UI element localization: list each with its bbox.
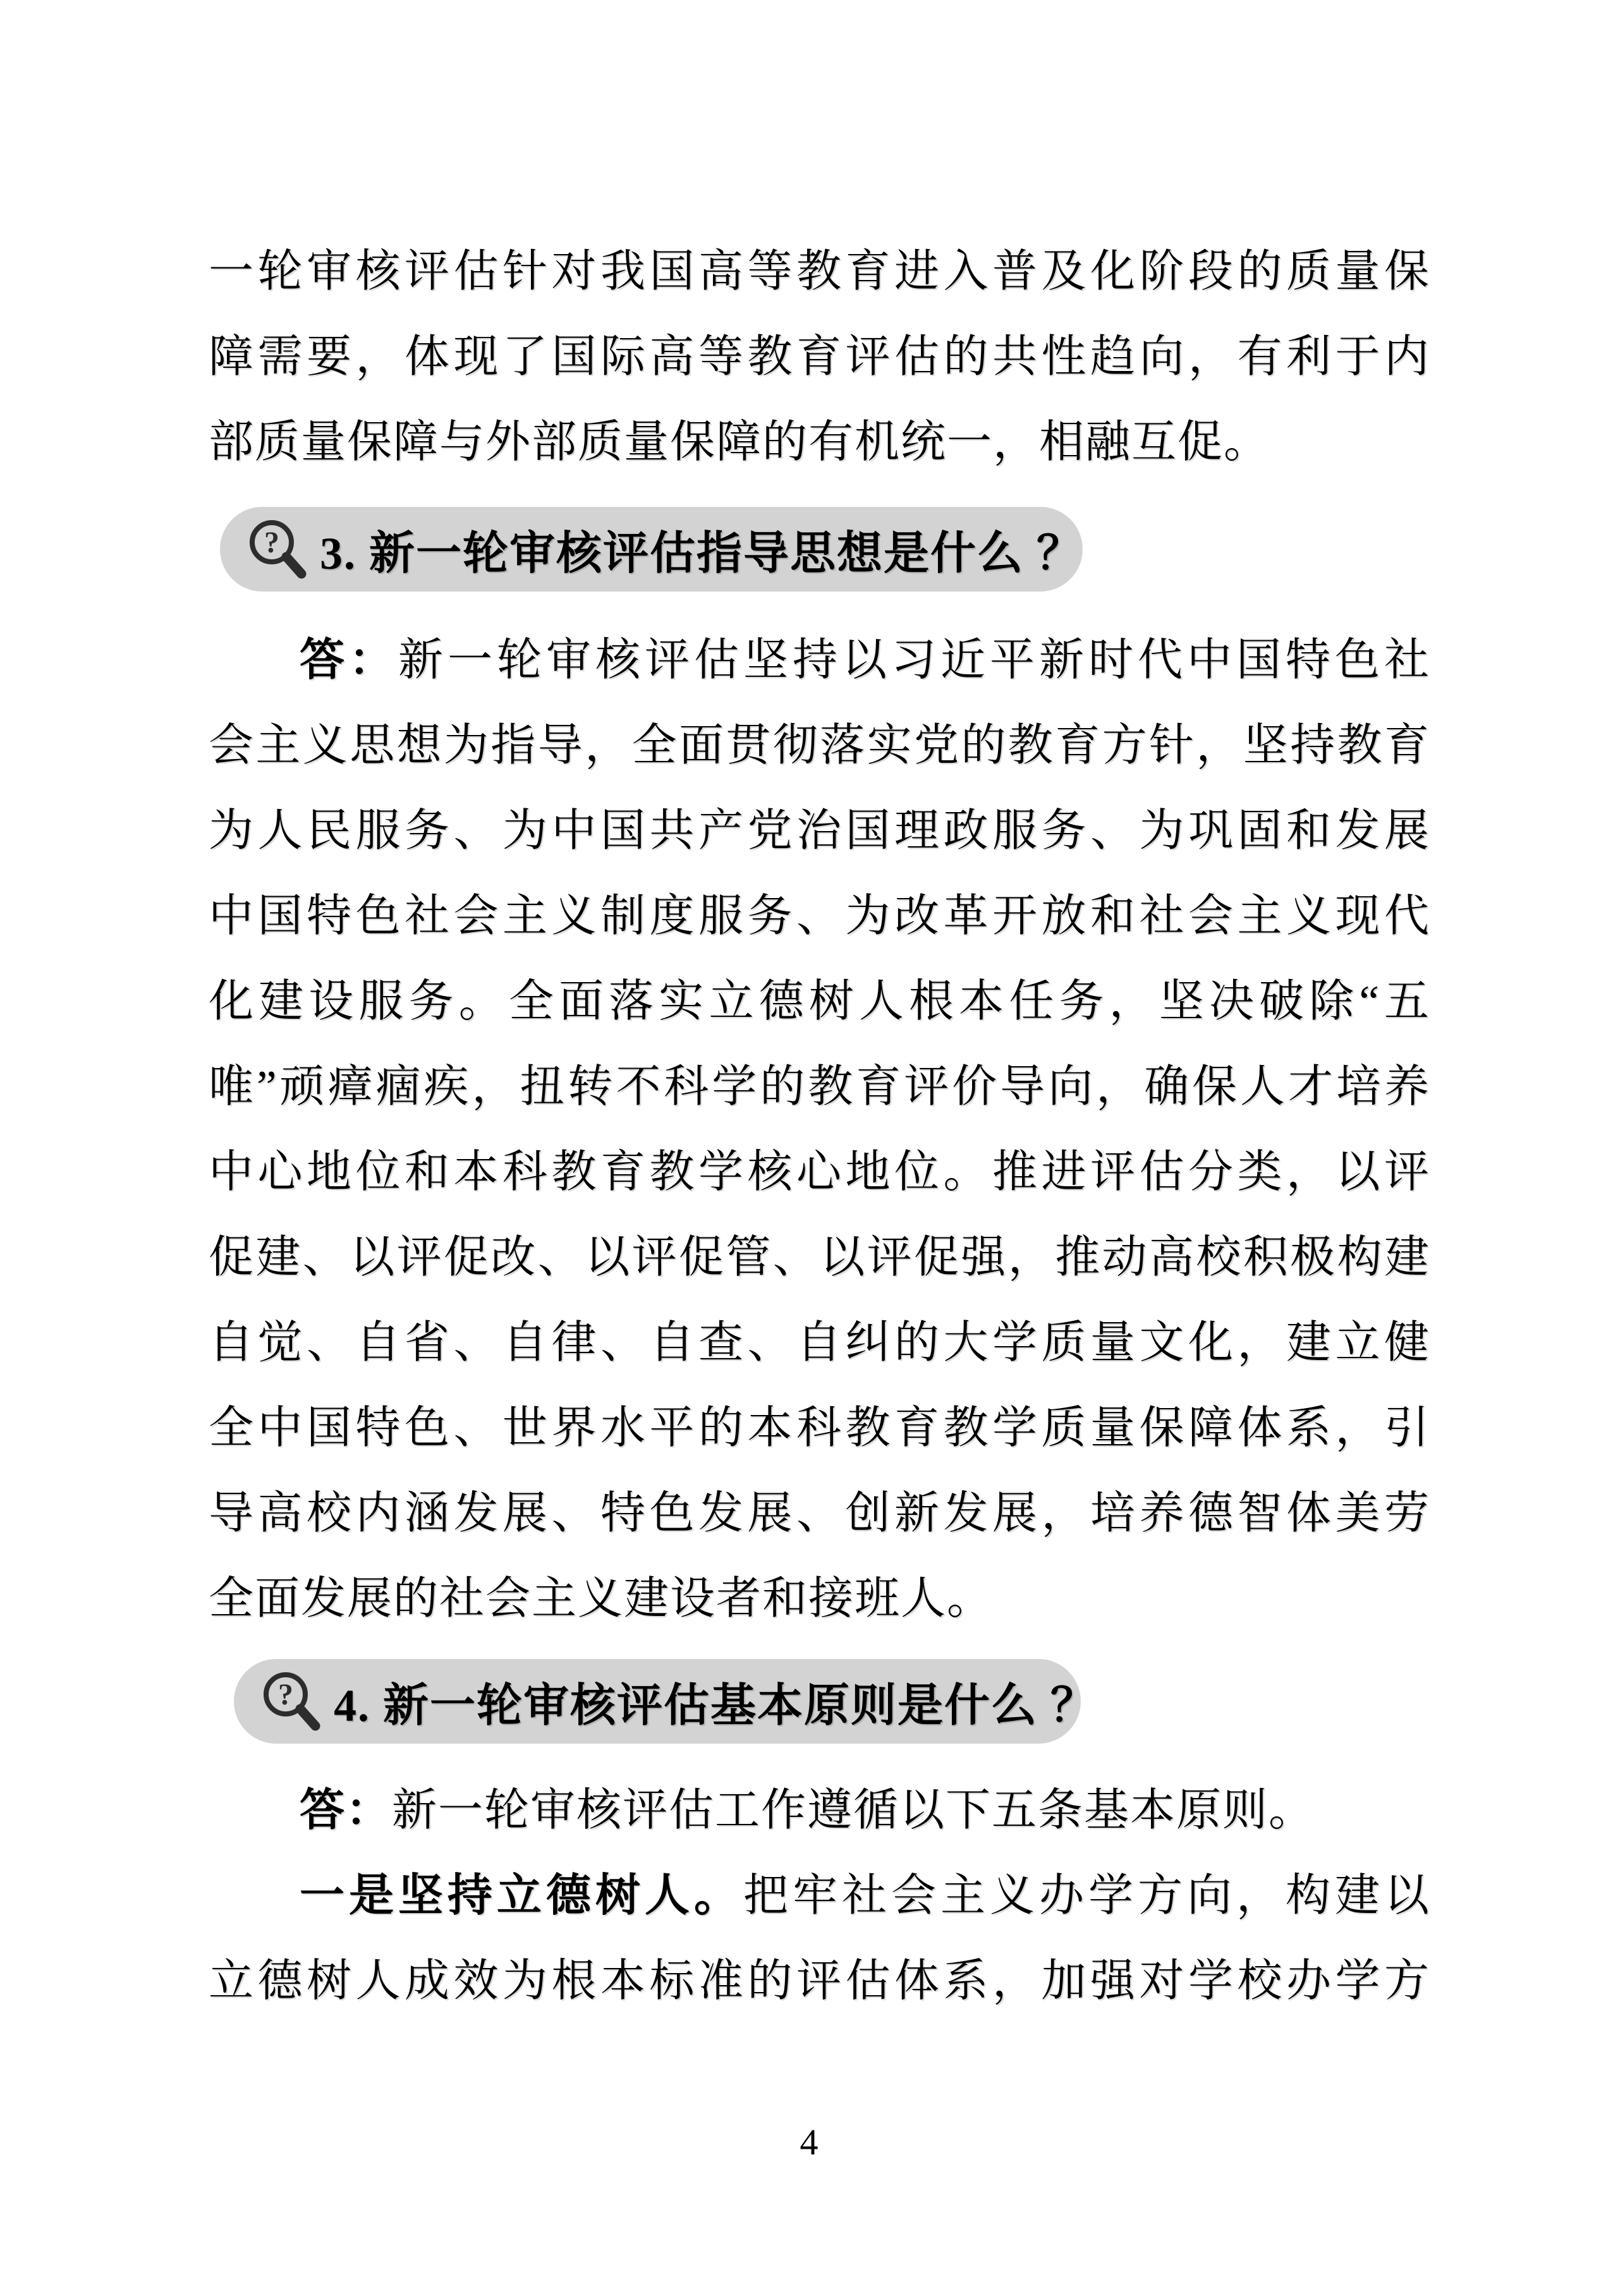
principle-text: 把牢社会主义办学方向，构建以 bbox=[743, 1871, 1430, 1921]
text-line bbox=[209, 1854, 1430, 1939]
text-line: 促建、以评促改、以评促管、以评促强，推动高校积极构建 bbox=[209, 1233, 1430, 1282]
question-3-heading bbox=[220, 507, 1083, 592]
text-line: 化建设服务。全面落实立德树人根本任务，坚决破除“五 bbox=[209, 977, 1430, 1026]
text-line bbox=[209, 1768, 1430, 1854]
magnifier-question-icon bbox=[244, 516, 310, 582]
text-line bbox=[209, 618, 1430, 703]
text-line: 自觉、自省、自律、自查、自纠的大学质量文化，建立健 bbox=[209, 1318, 1430, 1368]
text-line: 一轮审核评估针对我国高等教育进入普及化阶段的质量保 bbox=[209, 247, 1430, 296]
question-3-answer bbox=[209, 618, 1430, 1642]
answer-label: 答： bbox=[300, 636, 398, 685]
text-line: 中心地位和本科教育教学核心地位。推进评估分类，以评 bbox=[209, 1148, 1430, 1197]
question-4-heading bbox=[234, 1659, 1098, 1744]
answer-text: 新一轮审核评估坚持以习近平新时代中国特色社 bbox=[398, 636, 1430, 685]
question-mark-glyph: ? bbox=[278, 1678, 293, 1711]
text-line: 会主义思想为指导，全面贯彻落实党的教育方针，坚持教育 bbox=[209, 721, 1430, 770]
question-4-title: 4. 新一轮审核评估基本原则是什么 ？ bbox=[334, 1680, 1098, 1731]
question-4-answer bbox=[209, 1768, 1430, 2024]
text-line: 为人民服务、为中国共产党治国理政服务、为巩固和发展 bbox=[209, 806, 1430, 856]
text-line: 障需要，体现了国际高等教育评估的共性趋向，有利于内 bbox=[209, 332, 1430, 382]
text-line: 部质量保障与外部质量保障的有机统一，相融互促。 bbox=[209, 418, 1270, 467]
page-number: 4 bbox=[800, 2122, 818, 2163]
answer-text: 新一轮审核评估工作遵循以下五条基本原则。 bbox=[392, 1786, 1315, 1835]
answer-label: 答： bbox=[300, 1786, 392, 1835]
intro-paragraph bbox=[209, 229, 1430, 485]
principle-lead: 一是坚持立德树人。 bbox=[300, 1871, 743, 1921]
magnifier-question-icon bbox=[258, 1668, 324, 1734]
text-line: 全中国特色、世界水平的本科教育教学质量保障体系，引 bbox=[209, 1404, 1430, 1453]
text-line: 全面发展的社会主义建设者和接班人。 bbox=[209, 1574, 994, 1624]
text-line: 立德树人成效为根本标准的评估体系，加强对学校办学方 bbox=[209, 1957, 1430, 2006]
question-3-title: 3. 新一轮审核评估指导思想是什么 ？ bbox=[320, 528, 1084, 579]
text-line: 中国特色社会主义制度服务、为改革开放和社会主义现代 bbox=[209, 892, 1430, 941]
text-line: 导高校内涵发展、特色发展、创新发展，培养德智体美劳 bbox=[209, 1489, 1430, 1538]
text-line: 唯”顽瘴痼疾，扭转不科学的教育评价导向，确保人才培养 bbox=[209, 1062, 1430, 1112]
question-mark-glyph: ? bbox=[264, 526, 279, 559]
